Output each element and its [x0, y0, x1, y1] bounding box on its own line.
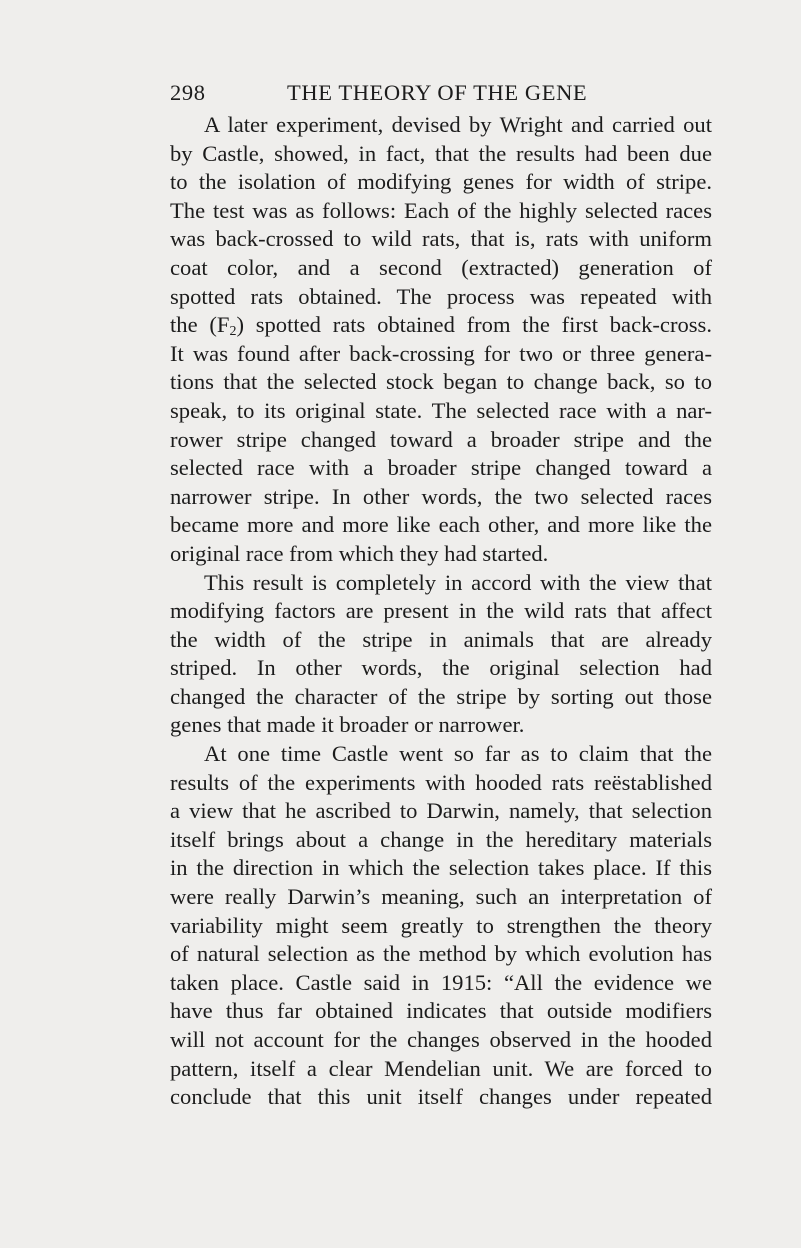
text-line: conclude that this unit itself changes under repeated	[170, 1084, 712, 1110]
text-line: the width of the stripe in animals that are already	[170, 626, 712, 652]
text-line: taken place. Castle said in 1915: “All the evidence we	[170, 969, 712, 995]
text-line: coat color, and a second (extracted) generation of	[170, 254, 712, 280]
text-line: by Castle, showed, in fact, that the results had been due	[170, 140, 712, 166]
text-line: variability might seem greatly to strengthen the theory	[170, 912, 712, 938]
text-line: results of the experiments with hooded rats reëstablished	[170, 769, 712, 795]
text-line: a view that he ascribed to Darwin, namely, that selection	[170, 798, 712, 824]
text-line: were really Darwin’s meaning, such an interpretation of	[170, 884, 712, 910]
text-line: tions that the selected stock began to change back, so to	[170, 369, 712, 395]
running-head: THE THEORY OF THE GENE	[287, 80, 588, 105]
text-line: changed the character of the stripe by sorting out those	[170, 683, 712, 709]
text-fragment: ) spotted rats obtained from the first back-cross.	[236, 312, 713, 338]
text-line: spotted rats obtained. The process was repeated with	[170, 283, 712, 309]
text-line: speak, to its original state. The selected race with a nar-	[170, 397, 712, 423]
text-line: striped. In other words, the original selection had	[170, 655, 712, 681]
text-line: modifying factors are present in the wild rats that affect	[170, 598, 712, 624]
text-line: have thus far obtained indicates that outside modifiers	[170, 998, 712, 1024]
text-line: became more and more like each other, and more like the	[170, 512, 712, 538]
text-line: pattern, itself a clear Mendelian unit. We are forced to	[170, 1055, 712, 1081]
text-line: It was found after back-crossing for two or three genera-	[170, 340, 712, 366]
text-line: in the direction in which the selection takes place. If this	[170, 855, 712, 881]
text-line: was back-crossed to wild rats, that is, rats with uniform	[170, 226, 712, 252]
text-line: selected race with a broader stripe changed toward a	[170, 455, 712, 481]
text-line: At one time Castle went so far as to claim that the	[204, 741, 712, 767]
text-line: rower stripe changed toward a broader stripe and the	[170, 426, 712, 452]
body-text	[170, 111, 712, 1112]
subscript: 2	[229, 324, 237, 340]
text-line: A later experiment, devised by Wright and carried out	[204, 112, 712, 137]
text-line: to the isolation of modifying genes for width of stripe.	[170, 169, 712, 195]
text-fragment: the (F	[170, 312, 230, 338]
text-line: itself brings about a change in the hereditary materials	[170, 826, 712, 852]
text-line: of natural selection as the method by which evolution has	[170, 941, 712, 967]
text-line: genes that made it broader or narrower.	[170, 712, 525, 738]
text-line: narrower stripe. In other words, the two selected races	[170, 483, 712, 509]
text-line: The test was as follows: Each of the highly selected races	[170, 197, 712, 223]
page-header	[170, 80, 712, 112]
page-number: 298	[170, 80, 206, 105]
text-line-with-subscript	[170, 311, 712, 340]
text-line: original race from which they had started.	[170, 540, 549, 566]
text-line: This result is completely in accord with the view that	[204, 569, 712, 595]
text-line: will not account for the changes observed in the hooded	[170, 1027, 712, 1052]
